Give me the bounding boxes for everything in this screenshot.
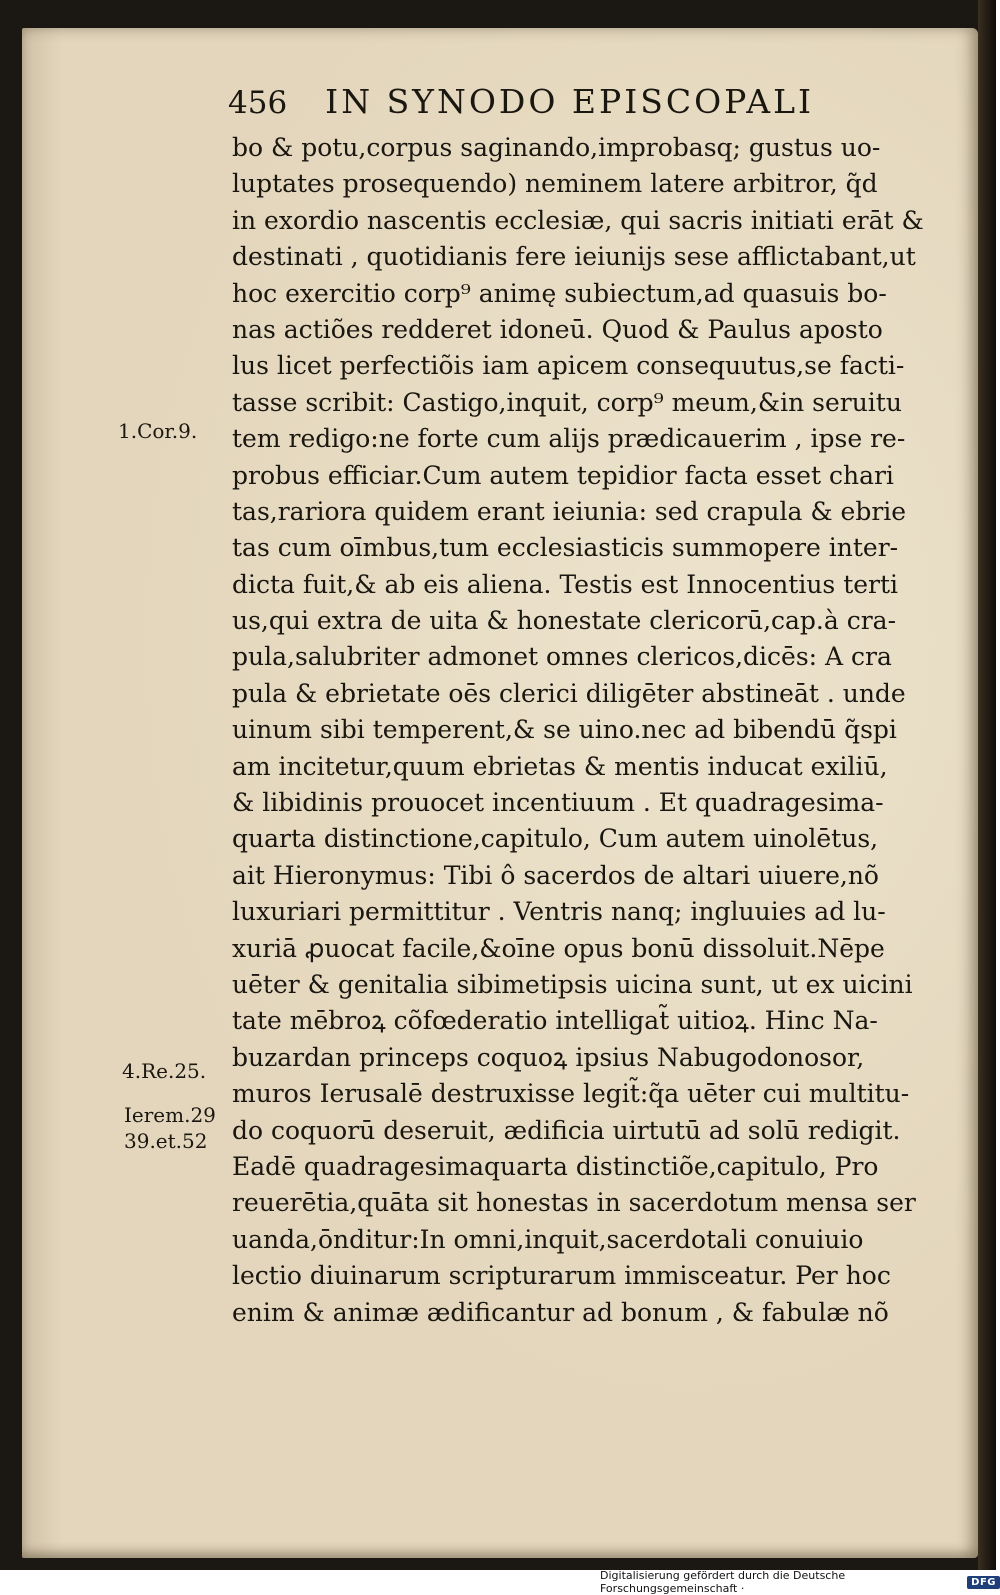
text-line: luxuriari permittitur . Ventris nanq; ingluuies ad lu- (232, 897, 886, 927)
text-line: reuerētia,quāta sit honestas in sacerdotum mensa ser (232, 1188, 916, 1218)
dfg-logo: DFG (967, 1576, 1000, 1589)
book-edge (978, 0, 996, 1570)
text-line: am incitetur,quum ebrietas & mentis inducat exiliū, (232, 751, 888, 781)
running-title: IN SYNODO EPISCOPALI (325, 82, 815, 121)
text-line: buzardan princeps coquoꝝ ipsius Nabugodonosor, (232, 1042, 865, 1072)
text-line: quarta distinctione,capitulo, Cum autem uinolētus, (232, 824, 879, 854)
text-line: muros Ierusalē destruxisse legit̃:q̃a uēter cui multitu- (232, 1079, 910, 1109)
text-line: tas,rariora quidem erant ieiunia: sed crapula & ebrie (232, 496, 907, 526)
digitization-footer (600, 1569, 1000, 1595)
text-line: lus licet perfectiõis iam apicem consequutus,se facti- (232, 351, 905, 381)
footer-credit: Digitalisierung gefördert durch die Deutsche Forschungsgemeinschaft · (600, 1569, 846, 1595)
text-line: in exordio nascentis ecclesiæ, qui sacris initiati erāt & (232, 205, 924, 235)
text-line: enim & animæ ædificantur ad bonum , & fabulæ nõ (232, 1297, 889, 1327)
text-line: uanda,ōnditur:In omni,inquit,sacerdotali conuiuio (232, 1224, 864, 1254)
text-line: nas actiões redderet idoneū. Quod & Paulus aposto (232, 314, 883, 344)
text-line: & libidinis prouocet incentiuum . Et quadragesima- (232, 788, 884, 818)
text-line: bo & potu,corpus saginando,improbasq; gustus uo- (232, 133, 881, 162)
text-line: luptates prosequendo) neminem latere arbitror, q̃d (232, 169, 878, 199)
text-line: destinati , quotidianis fere ieiunijs sese afflictabant,ut (232, 242, 916, 272)
text-line: pula & ebrietate oēs clerici diligēter abstineāt . unde (232, 678, 906, 708)
text-line: probus efficiar.Cum autem tepidior facta esset chari (232, 460, 894, 490)
margin-note-reg: 4.Re.25. (122, 1059, 207, 1083)
text-line: lectio diuinarum scripturarum immisceatur. Per hoc (232, 1261, 891, 1291)
text-line: uinum sibi temperent,& se uino.nec ad bibendū q̃spi (232, 715, 897, 745)
text-line: hoc exercitio corp⁹ animę subiectum,ad quasuis bo- (232, 278, 887, 308)
margin-note-cor: 1.Cor.9. (118, 419, 198, 443)
text-line: us,qui extra de uita & honestate clericorū,cap.à cra- (232, 606, 897, 636)
text-line: tem redigo:ne forte cum alijs prædicauerim , ipse re- (232, 424, 906, 454)
page-number: 456 (228, 85, 288, 121)
margin-note-jer-2: 39.et.52 (124, 1129, 208, 1153)
text-line: do coquorū deseruit, ædificia uirtutū ad solū redigit. (232, 1115, 901, 1145)
text-line: uēter & genitalia sibimetipsis uicina sunt, ut ex uicini (232, 969, 913, 999)
text-line: Eadē quadragesimaquarta distinctiõe,capitulo, Pro (232, 1151, 879, 1181)
margin-note-jer-1: Ierem.29 (124, 1103, 216, 1127)
text-line: pula,salubriter admonet omnes clericos,dicēs: A cra (232, 642, 892, 672)
text-line: tasse scribit: Castigo,inquit, corp⁹ meum,&in seruitu (232, 387, 902, 417)
text-line: dicta fuit,& ab eis aliena. Testis est Innocentius terti (232, 569, 899, 599)
body-text (232, 130, 962, 1331)
text-line: xuriā ꝓuocat facile,&oīne opus bonū dissoluit.Nēpe (232, 933, 885, 963)
text-line: tate mēbroꝝ cõfœderatio intelligat̃ uitioꝝ. Hinc Na- (232, 1006, 878, 1036)
text-line: tas cum oīmbus,tum ecclesiasticis summopere inter- (232, 533, 899, 563)
text-line: ait Hieronymus: Tibi ô sacerdos de altari uiuere,nõ (232, 860, 879, 890)
running-header (228, 82, 868, 126)
